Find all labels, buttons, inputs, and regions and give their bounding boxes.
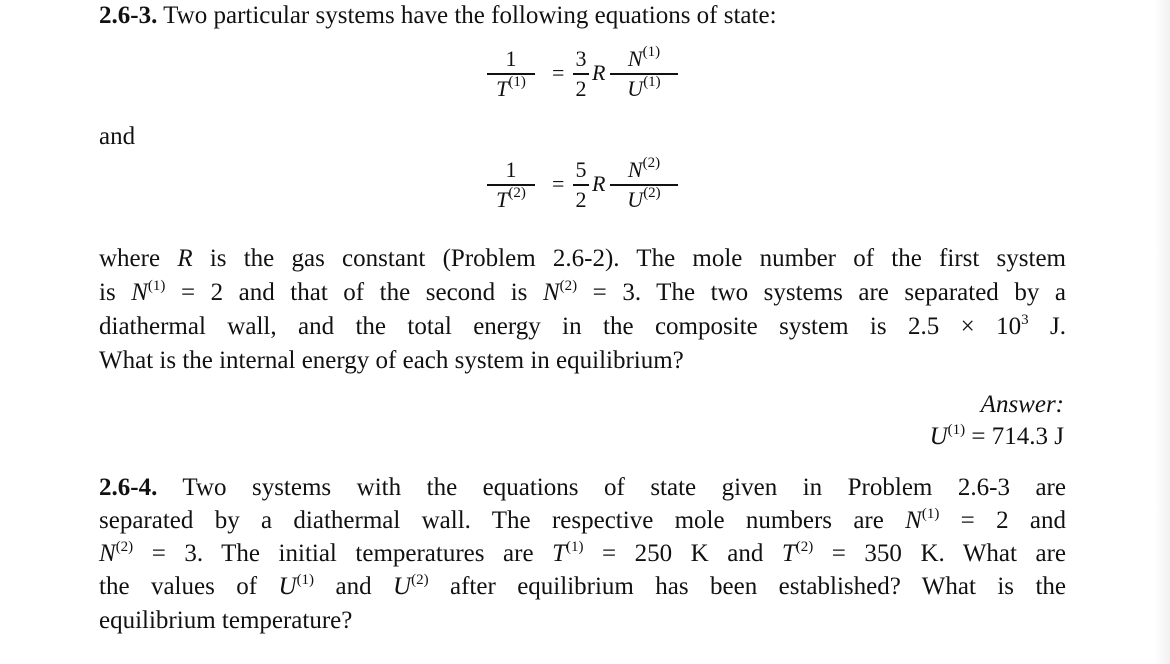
problem-2-6-3-heading bbox=[99, 0, 777, 32]
body-line-4: What is the internal energy of each system in equilibrium? bbox=[99, 347, 684, 374]
equation-2 bbox=[487, 157, 687, 237]
body-line-1: where R is the gas constant (Problem 2.6-2). The mole number of the first system bbox=[99, 245, 1066, 272]
eq1-equals: = bbox=[552, 60, 565, 85]
eq1-R: R bbox=[592, 60, 606, 85]
and-text: and bbox=[99, 123, 136, 150]
problem-intro: Two particular systems have the following equations of state: bbox=[163, 2, 777, 29]
eq1-lhs-fraction bbox=[487, 46, 535, 102]
body-line-2: is $N^{(1)} = 2$ and that of the second is $N^{(2)} = 3$. The two systems are separated by a bbox=[99, 278, 1066, 306]
eq1-lhs-numerator: 1 bbox=[505, 46, 517, 71]
eq2-R: R bbox=[592, 171, 606, 196]
problem-number: 2.6-4. bbox=[99, 474, 158, 501]
problem-2-6-4-line-1: 2.6-4. Two systems with the equations of state given in Problem 2.6-3 are bbox=[99, 474, 1066, 501]
problem-2-6-4-line-5: equilibrium temperature? bbox=[99, 607, 353, 634]
eq2-lhs-fraction: 1 $T^{(2)}$ bbox=[487, 157, 535, 213]
answer-label: Answer: bbox=[980, 391, 1064, 418]
problem-2-6-4-line-4: the values of $U^{(1)}$ and $U^{(2)}$ after equilibrium has been established? What is the bbox=[99, 572, 1066, 600]
problem-2-6-4-line-2: separated by a diathermal wall. The respective mole numbers are $N^{(1)} = 2$ and bbox=[99, 506, 1066, 534]
eq1-rhs-fraction: $N^{(1)}$ $U^{(1)}$ bbox=[610, 46, 678, 102]
eq1-lhs-denominator: $T^{(1)}$ bbox=[496, 73, 526, 101]
answer-value: $U^{(1)} = 714.3$ J bbox=[929, 422, 1064, 450]
eq2-coefficient: 5 2 bbox=[573, 157, 589, 213]
problem-2-6-4-line-3: $N^{(2)} = 3$. The initial temperatures are $T^{(1)} = 250$ K and $T^{(2)} = 350$ K. What are bbox=[99, 539, 1066, 567]
page-edge-shadow bbox=[1155, 0, 1170, 664]
problem-number: 2.6-3. bbox=[99, 2, 158, 29]
eq2-equals: = bbox=[552, 171, 565, 196]
eq2-rhs-fraction: $N^{(2)}$ $U^{(2)}$ bbox=[610, 157, 678, 213]
body-line-3: diathermal wall, and the total energy in the composite system is $2.5 \times 10^3$ J. bbox=[99, 312, 1066, 340]
equation-1 bbox=[487, 46, 687, 126]
eq1-coefficient: 3 2 bbox=[573, 46, 589, 102]
